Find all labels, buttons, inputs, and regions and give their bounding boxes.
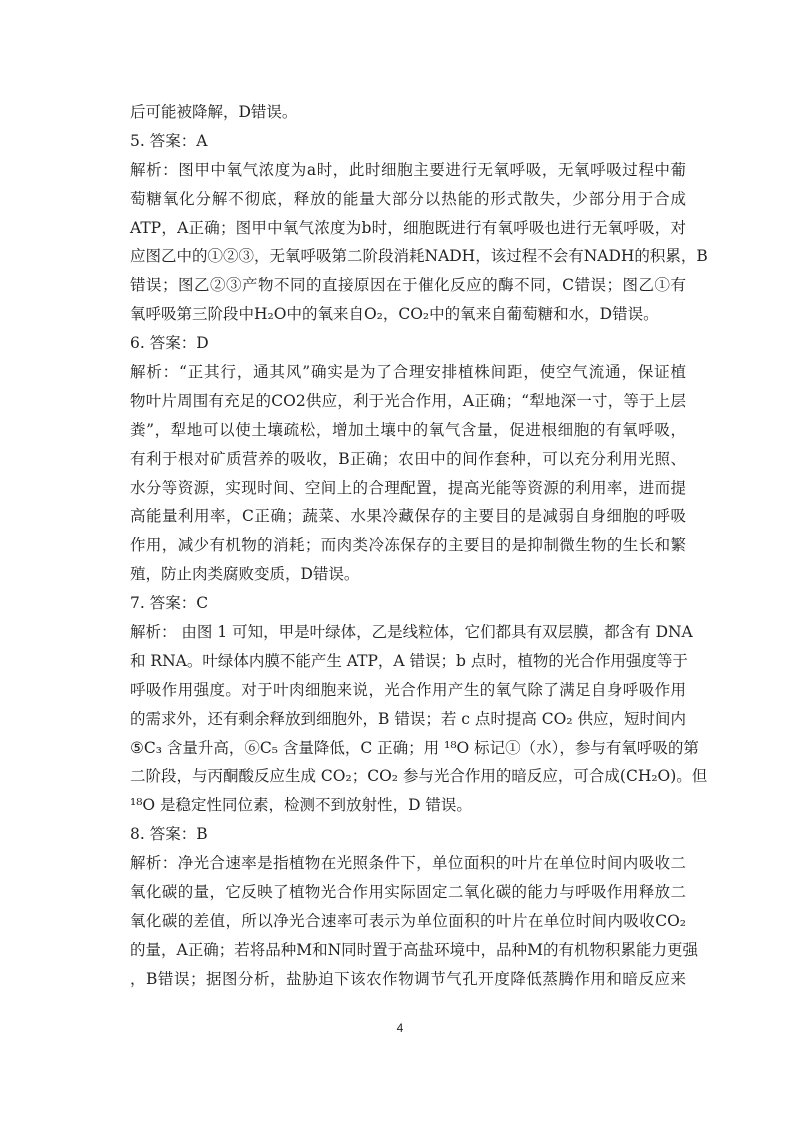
explanation-line: 萄糖氧化分解不彻底，释放的能量大部分以热能的形式散失，少部分用于合成 <box>130 189 686 208</box>
explanation-line: 错误；图乙②③产物不同的直接原因在于催化反应的酶不同，C错误；图乙①有 <box>130 276 686 295</box>
answer-block-5 <box>130 127 708 329</box>
explanation-line: ATP，A正确；图甲中氧气浓度为b时，细胞既进行有氧呼吸也进行无氧呼吸，对 <box>130 218 686 237</box>
explanation-line: 氧化碳的量，它反映了植物光合作用实际固定二氧化碳的能力与呼吸作用释放二 <box>130 883 686 902</box>
page-body <box>130 98 708 994</box>
explanation-line: ，B错误；据图分析，盐胁迫下该农作物调节气孔开度降低蒸腾作用和暗反应来 <box>130 969 686 988</box>
explanation-line: 物叶片周围有充足的CO2供应，利于光合作用，A正确；“犁地深一寸，等于上层 <box>130 391 686 410</box>
explanation-line: 解析：图甲中氧气浓度为a时，此时细胞主要进行无氧呼吸，无氧呼吸过程中葡 <box>130 160 686 179</box>
explanation-line: 解析： 由图 1 可知，甲是叶绿体，乙是线粒体，它们都具有双层膜，都含有 DNA <box>130 623 693 642</box>
explanation-line: 有利于根对矿质营养的吸收，B正确；农田中的间作套种，可以充分利用光照、 <box>130 449 686 468</box>
continuation-line: 后可能被降解，D错误。 <box>130 103 298 121</box>
explanation-line: 粪”，犁地可以使土壤疏松，增加土壤中的氧气含量，促进根细胞的有氧呼吸， <box>130 420 686 439</box>
answer-block-6 <box>130 329 686 589</box>
explanation-line: ⑤C₃ 含量升高，⑥C₅ 含量降低，C 正确；用 ¹⁸O 标记①（水），参与有氧呼吸的第 <box>130 738 699 757</box>
explanation-line: 氧呼吸第三阶段中H₂O中的氧来自O₂，CO₂中的氧来自葡萄糖和水，D错误。 <box>130 305 659 324</box>
answer-heading: 5. 答案：A <box>130 131 208 150</box>
explanation-line: 的量，A正确；若将品种M和N同时置于高盐环境中，品种M的有机物积累能力更强 <box>130 940 699 959</box>
explanation-line: 作用，减少有机物的消耗；而肉类冷冻保存的主要目的是抑制微生物的生长和繁 <box>130 536 686 555</box>
explanation-line: 解析：净光合速率是指植物在光照条件下，单位面积的叶片在单位时间内吸收二 <box>130 854 686 873</box>
explanation-line: ¹⁸O 是稳定性同位素，检测不到放射性，D 错误。 <box>130 796 472 815</box>
answer-heading: 7. 答案：C <box>130 594 209 613</box>
explanation-line: 的需求外，还有剩余释放到细胞外，B 错误；若 c 点时提高 CO₂ 供应，短时间内 <box>130 709 686 728</box>
answer-block-7 <box>130 589 708 820</box>
explanation-line: 氧化碳的差值，所以净光合速率可表示为单位面积的叶片在单位时间内吸收CO₂ <box>130 911 686 930</box>
explanation-line: 呼吸作用强度。对于叶肉细胞来说，光合作用产生的氧气除了满足自身呼吸作用 <box>130 680 686 699</box>
explanation-line: 高能量利用率，C正确；蔬菜、水果冷藏保存的主要目的是减弱自身细胞的呼吸 <box>130 507 686 526</box>
explanation-line: 水分等资源，实现时间、空间上的合理配置，提高光能等资源的利用率，进而提 <box>130 478 686 497</box>
explanation-line: 二阶段，与丙酮酸反应生成 CO₂；CO₂ 参与光合作用的暗反应，可合成(CH₂O)。但 <box>130 767 708 786</box>
answer-heading: 8. 答案：B <box>130 825 208 844</box>
explanation-line: 解析：“正其行，通其风”确实是为了合理安排植株间距，使空气流通，保证植 <box>130 363 686 382</box>
answer-block-8 <box>130 820 699 993</box>
explanation-line: 殖，防止肉类腐败变质，D错误。 <box>130 565 360 584</box>
explanation-line: 应图乙中的①②③，无氧呼吸第二阶段消耗NADH，该过程不会有NADH的积累，B <box>130 247 708 266</box>
answer-heading: 6. 答案：D <box>130 334 209 353</box>
page-number: 4 <box>396 1021 404 1035</box>
explanation-line: 和 RNA。叶绿体内膜不能产生 ATP，A 错误；b 点时，植物的光合作用强度等于 <box>130 651 688 670</box>
